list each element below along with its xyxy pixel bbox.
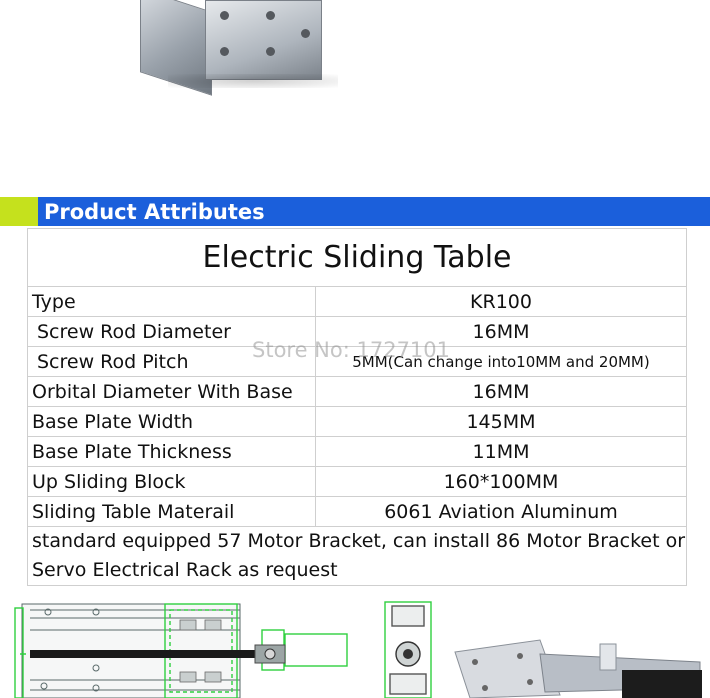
photo-shadow [168, 74, 338, 88]
table-title-row [28, 229, 687, 287]
spec-value: KR100 [316, 287, 687, 317]
table-row [28, 437, 687, 467]
section-header [0, 197, 710, 226]
spec-label: Up Sliding Block [28, 467, 316, 497]
spec-value: 6061 Aviation Aluminum [316, 497, 687, 527]
table-row [28, 377, 687, 407]
spec-label: Base Plate Width [28, 407, 316, 437]
table-row [28, 467, 687, 497]
spec-table [27, 228, 687, 586]
spec-label: Base Plate Thickness [28, 437, 316, 467]
spec-label: Type [28, 287, 316, 317]
section-title: Product Attributes [44, 200, 265, 224]
table-title: Electric Sliding Table [28, 229, 687, 287]
spec-value: 16MM [316, 317, 687, 347]
spec-value: 16MM [316, 377, 687, 407]
store-watermark: Store No: 1727101 [252, 338, 451, 362]
spec-value: 5MM(Can change into10MM and 20MM) [316, 347, 687, 377]
rail-side-view [385, 602, 431, 698]
table-row [28, 497, 687, 527]
header-accent-block [0, 197, 38, 226]
spec-label: Orbital Diameter With Base [28, 377, 316, 407]
table-row [28, 407, 687, 437]
spec-label: Sliding Table Materail [28, 497, 316, 527]
spec-label: Screw Rod Pitch [28, 347, 316, 377]
sliding-table-photo [440, 630, 710, 698]
product-photo [0, 0, 710, 196]
table-note-row [28, 527, 687, 586]
spec-label: Screw Rod Diameter [28, 317, 316, 347]
spec-value: 160*100MM [316, 467, 687, 497]
bracket-front-block [205, 0, 322, 80]
table-note: standard equipped 57 Motor Bracket, can install 86 Motor Bracket or Servo Electrical Rack as request [28, 527, 687, 586]
spec-value: 11MM [316, 437, 687, 467]
technical-drawing [0, 590, 710, 698]
table-row [28, 287, 687, 317]
spec-value: 145MM [316, 407, 687, 437]
